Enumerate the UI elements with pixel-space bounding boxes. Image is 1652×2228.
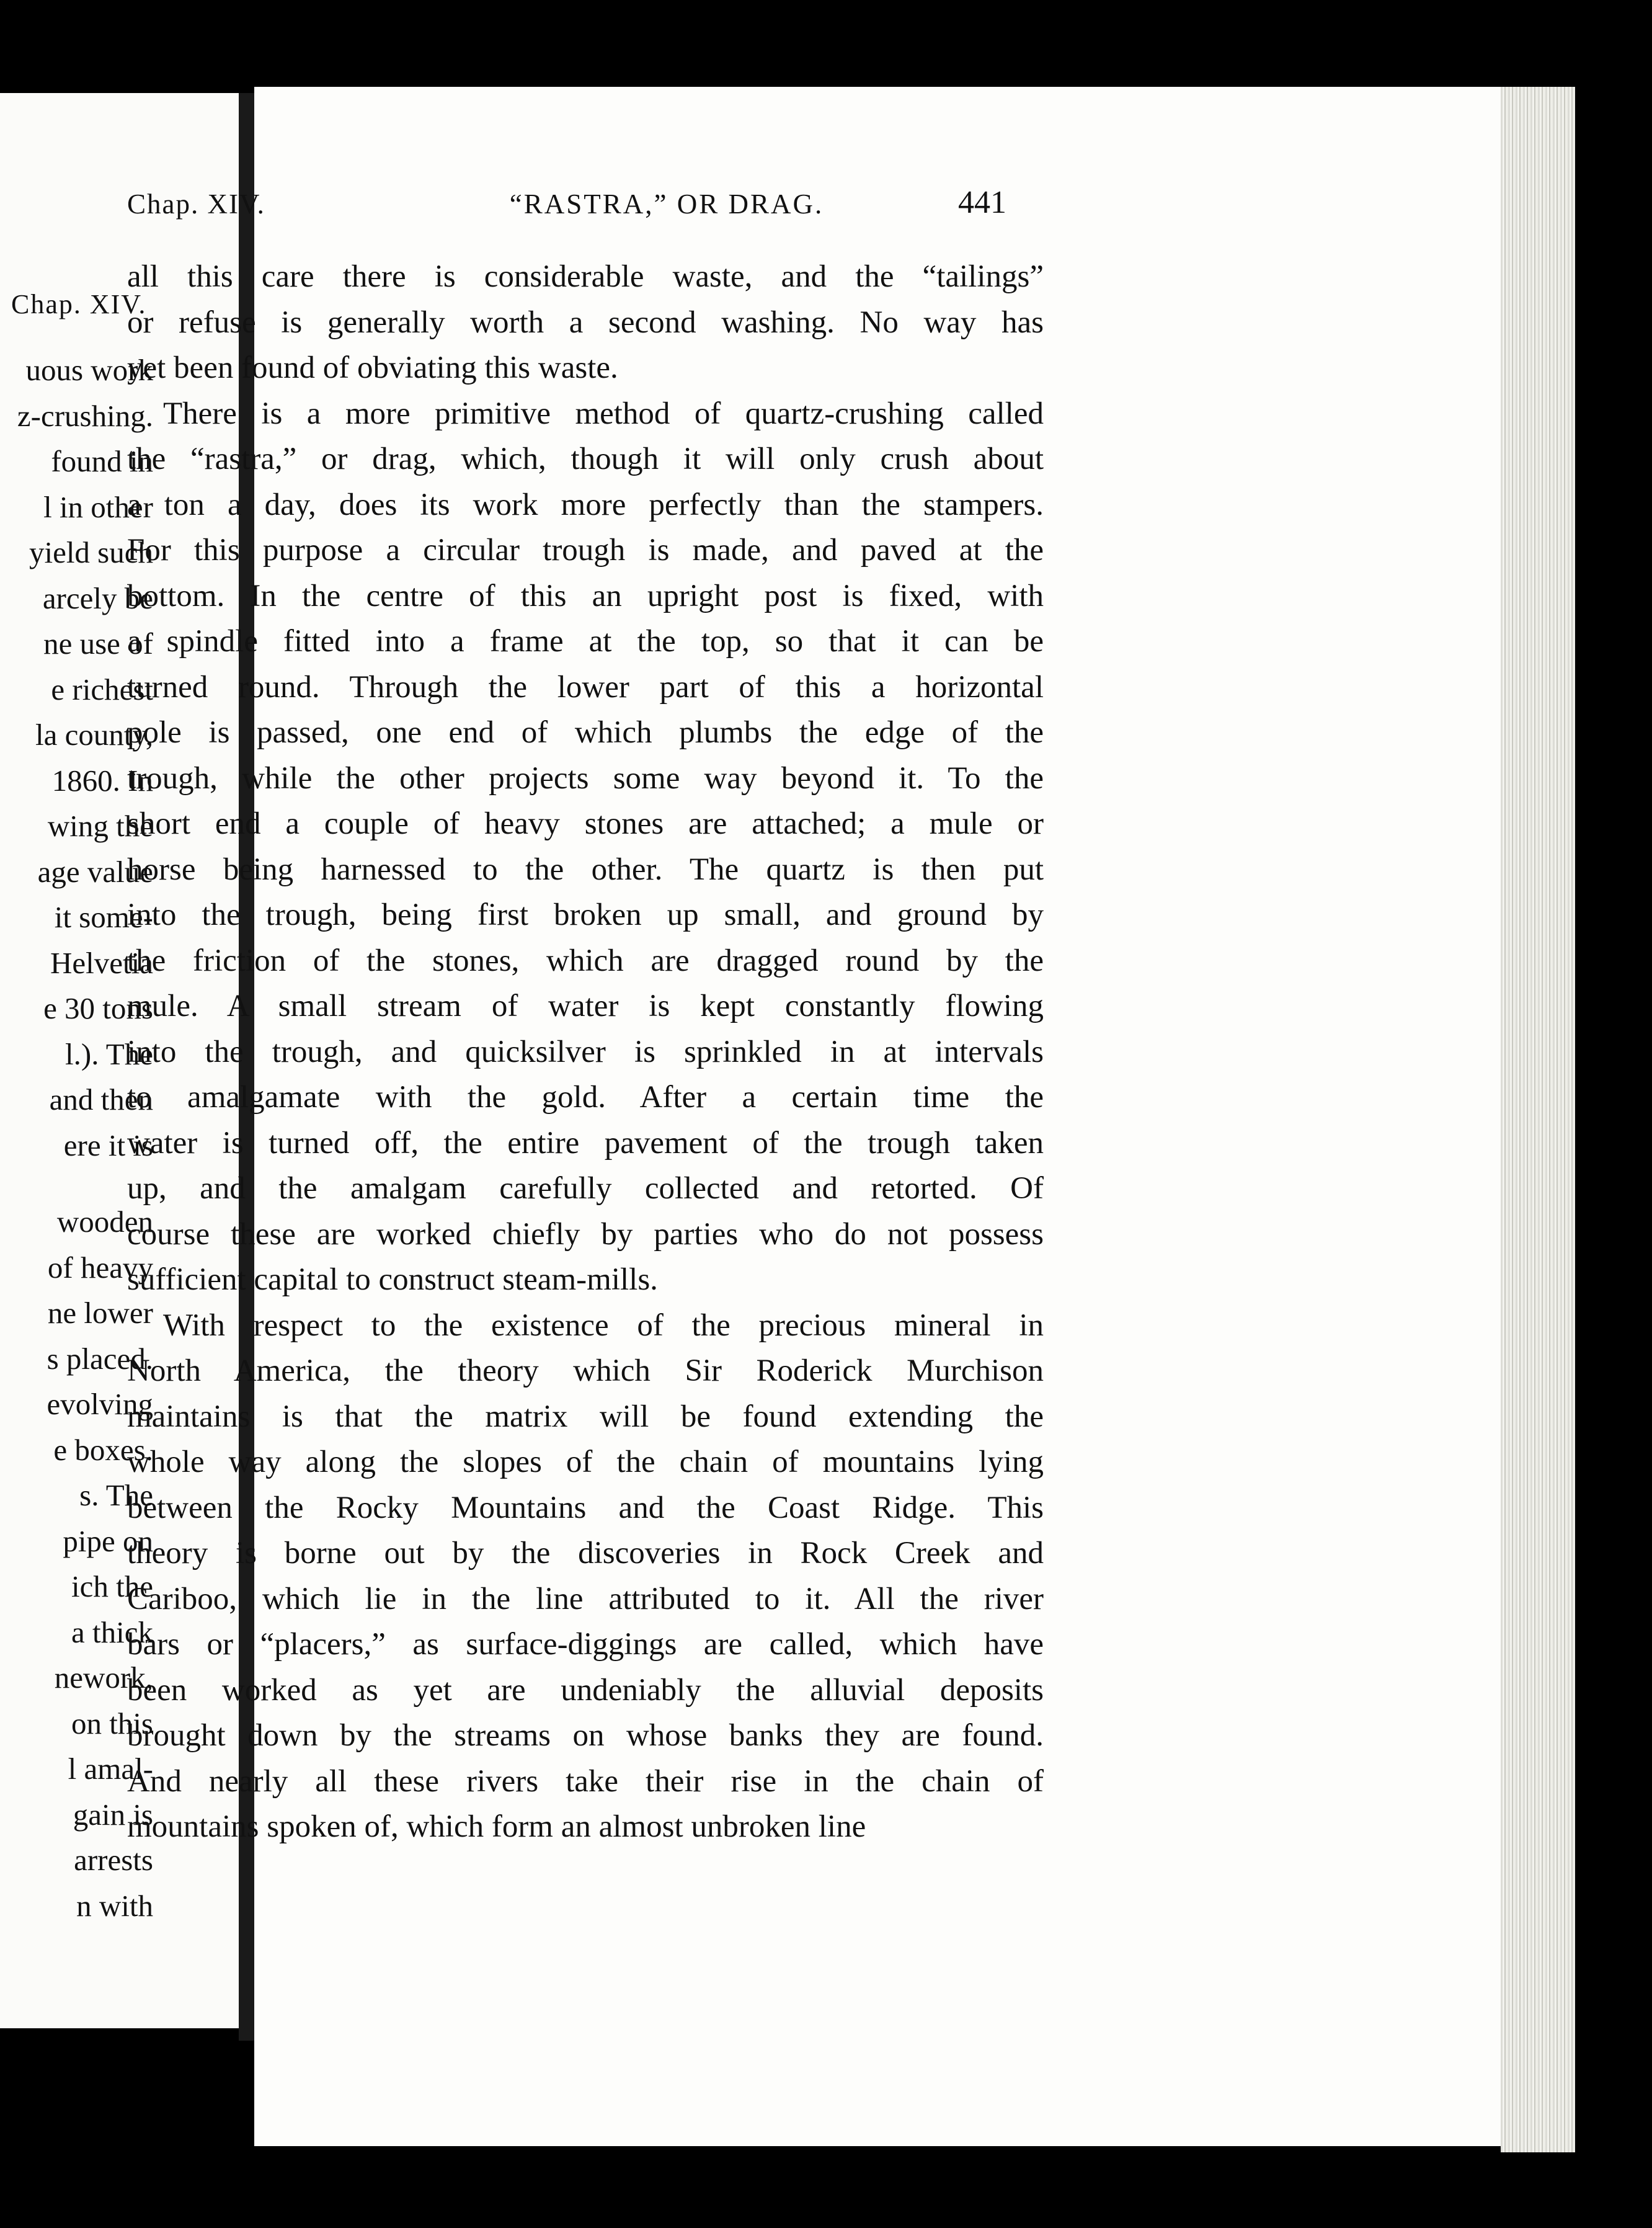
left-text-line: l in other <box>43 489 153 524</box>
text-line: bars or “placers,” as surface-diggings are called, which have <box>127 1627 1044 1662</box>
text-line: With respect to the existence of the precious mineral in <box>163 1308 1044 1343</box>
text-line: into the trough, being first broken up small, and ground by <box>127 898 1044 932</box>
left-text-line: l.). The <box>65 1036 153 1071</box>
left-text-line: a thick <box>71 1615 153 1649</box>
text-line: a ton a day, does its work more perfectly than the stampers. <box>127 487 1044 522</box>
text-line: mule. A small stream of water is kept constantly flowing <box>127 989 1044 1023</box>
left-text-line: arrests <box>74 1843 153 1877</box>
text-line: yet been found of obviating this waste. <box>127 350 618 385</box>
paragraph <box>127 254 1044 391</box>
page-edges <box>1501 87 1575 2152</box>
left-text-line: z-crushing. <box>17 398 153 433</box>
running-head-title: “RASTRA,” OR DRAG. <box>509 189 824 220</box>
text-line: been worked as yet are undeniably the alluvial deposits <box>127 1672 1044 1708</box>
text-line: turned round. Through the lower part of this a horizontal <box>127 669 1044 705</box>
left-text-line: e richest <box>51 672 153 706</box>
paragraph <box>127 391 1044 1303</box>
text-line: between the Rocky Mountains and the Coast Ridge. This <box>127 1490 1044 1525</box>
text-line: whole way along the slopes of the chain of mountains lying <box>127 1445 1044 1479</box>
running-head-chapter: Chap. XIV. <box>127 189 265 220</box>
text-line: mountains spoken of, which form an almost unbroken line <box>127 1809 866 1844</box>
left-text-line: pipe on <box>63 1523 153 1558</box>
left-text-line: e boxes. <box>53 1432 153 1467</box>
left-text-line: evolving <box>47 1387 153 1421</box>
left-text-line: e 30 tons <box>43 991 153 1025</box>
page-number: 441 <box>958 185 1006 220</box>
left-text-line: age value <box>37 854 153 889</box>
text-line: maintains is that the matrix will be found extending the <box>127 1399 1044 1434</box>
left-text-line: s. The <box>79 1478 153 1512</box>
left-text-line: wing the <box>47 809 153 843</box>
text-line: course these are worked chiefly by parties who do not possess <box>127 1216 1044 1252</box>
text-line: sufficient capital to construct steam-mills. <box>127 1262 658 1297</box>
text-line: to amalgamate with the gold. After a certain time the <box>127 1080 1044 1115</box>
text-line: a spindle fitted into a frame at the top, so that it can be <box>127 624 1044 659</box>
left-text-line: 1860. In <box>51 763 153 798</box>
text-line: pole is passed, one end of which plumbs the edge of the <box>127 715 1044 750</box>
text-line: all this care there is considerable waste, and the “tailings” <box>127 259 1044 294</box>
left-text-line: wooden <box>56 1205 153 1239</box>
left-text-line: of heavy <box>47 1250 153 1285</box>
text-line: or refuse is generally worth a second washing. No way has <box>127 305 1044 340</box>
paragraph <box>127 1303 1044 1850</box>
text-line: bottom. In the centre of this an upright post is fixed, with <box>127 578 1044 613</box>
text-line: horse being harnessed to the other. The quartz is then put <box>127 852 1044 887</box>
left-text-line: and then <box>49 1082 153 1116</box>
left-text-line: s placed. <box>47 1341 153 1376</box>
text-line: water is turned off, the entire pavement of the trough taken <box>127 1125 1044 1161</box>
left-text-line: nework, <box>54 1660 153 1695</box>
text-line: trough, while the other projects some way beyond it. To the <box>127 760 1044 796</box>
left-text-line: uous work <box>25 353 153 387</box>
text-line: the “rastra,” or drag, which, though it will only crush about <box>127 442 1044 476</box>
text-line: brought down by the streams on whose banks they are found. <box>127 1718 1044 1753</box>
left-text-line: la county, <box>35 718 153 752</box>
text-line: theory is borne out by the discoveries in Rock Creek and <box>127 1536 1044 1571</box>
text-line: And nearly all these rivers take their rise in the chain of <box>127 1763 1044 1799</box>
left-text-line: gain is <box>73 1797 153 1832</box>
left-text-line: yield such <box>29 535 153 569</box>
left-text-line: ne lower <box>47 1296 153 1330</box>
left-text-line: ere it is <box>63 1128 153 1162</box>
left-text-line: Helvetia <box>50 945 153 980</box>
text-line: There is a more primitive method of quartz-crushing called <box>163 396 1044 431</box>
body-text <box>127 254 1044 1850</box>
left-text-line: on this <box>71 1706 153 1740</box>
left-text-line: ich the <box>71 1569 153 1603</box>
left-running-head: Chap. XIV. <box>11 289 147 319</box>
text-line: the friction of the stones, which are dragged round by the <box>127 943 1044 978</box>
left-text-line: ne use of <box>43 626 153 661</box>
text-line: Cariboo, which lie in the line attributed to it. All the river <box>127 1581 1044 1616</box>
text-line: into the trough, and quicksilver is sprinkled in at intervals <box>127 1034 1044 1069</box>
text-line: short end a couple of heavy stones are attached; a mule or <box>127 806 1044 841</box>
left-text-line: arcely be <box>42 581 153 615</box>
text-line: For this purpose a circular trough is made, and paved at the <box>127 533 1044 568</box>
left-text-line: l amal- <box>68 1752 153 1786</box>
left-text-line: found in <box>51 444 153 478</box>
left-text-line: n with <box>76 1888 153 1923</box>
text-line: North America, the theory which Sir Roderick Murchison <box>127 1353 1044 1388</box>
left-text-line: it some- <box>54 900 153 934</box>
text-line: up, and the amalgam carefully collected and retorted. Of <box>127 1171 1044 1206</box>
